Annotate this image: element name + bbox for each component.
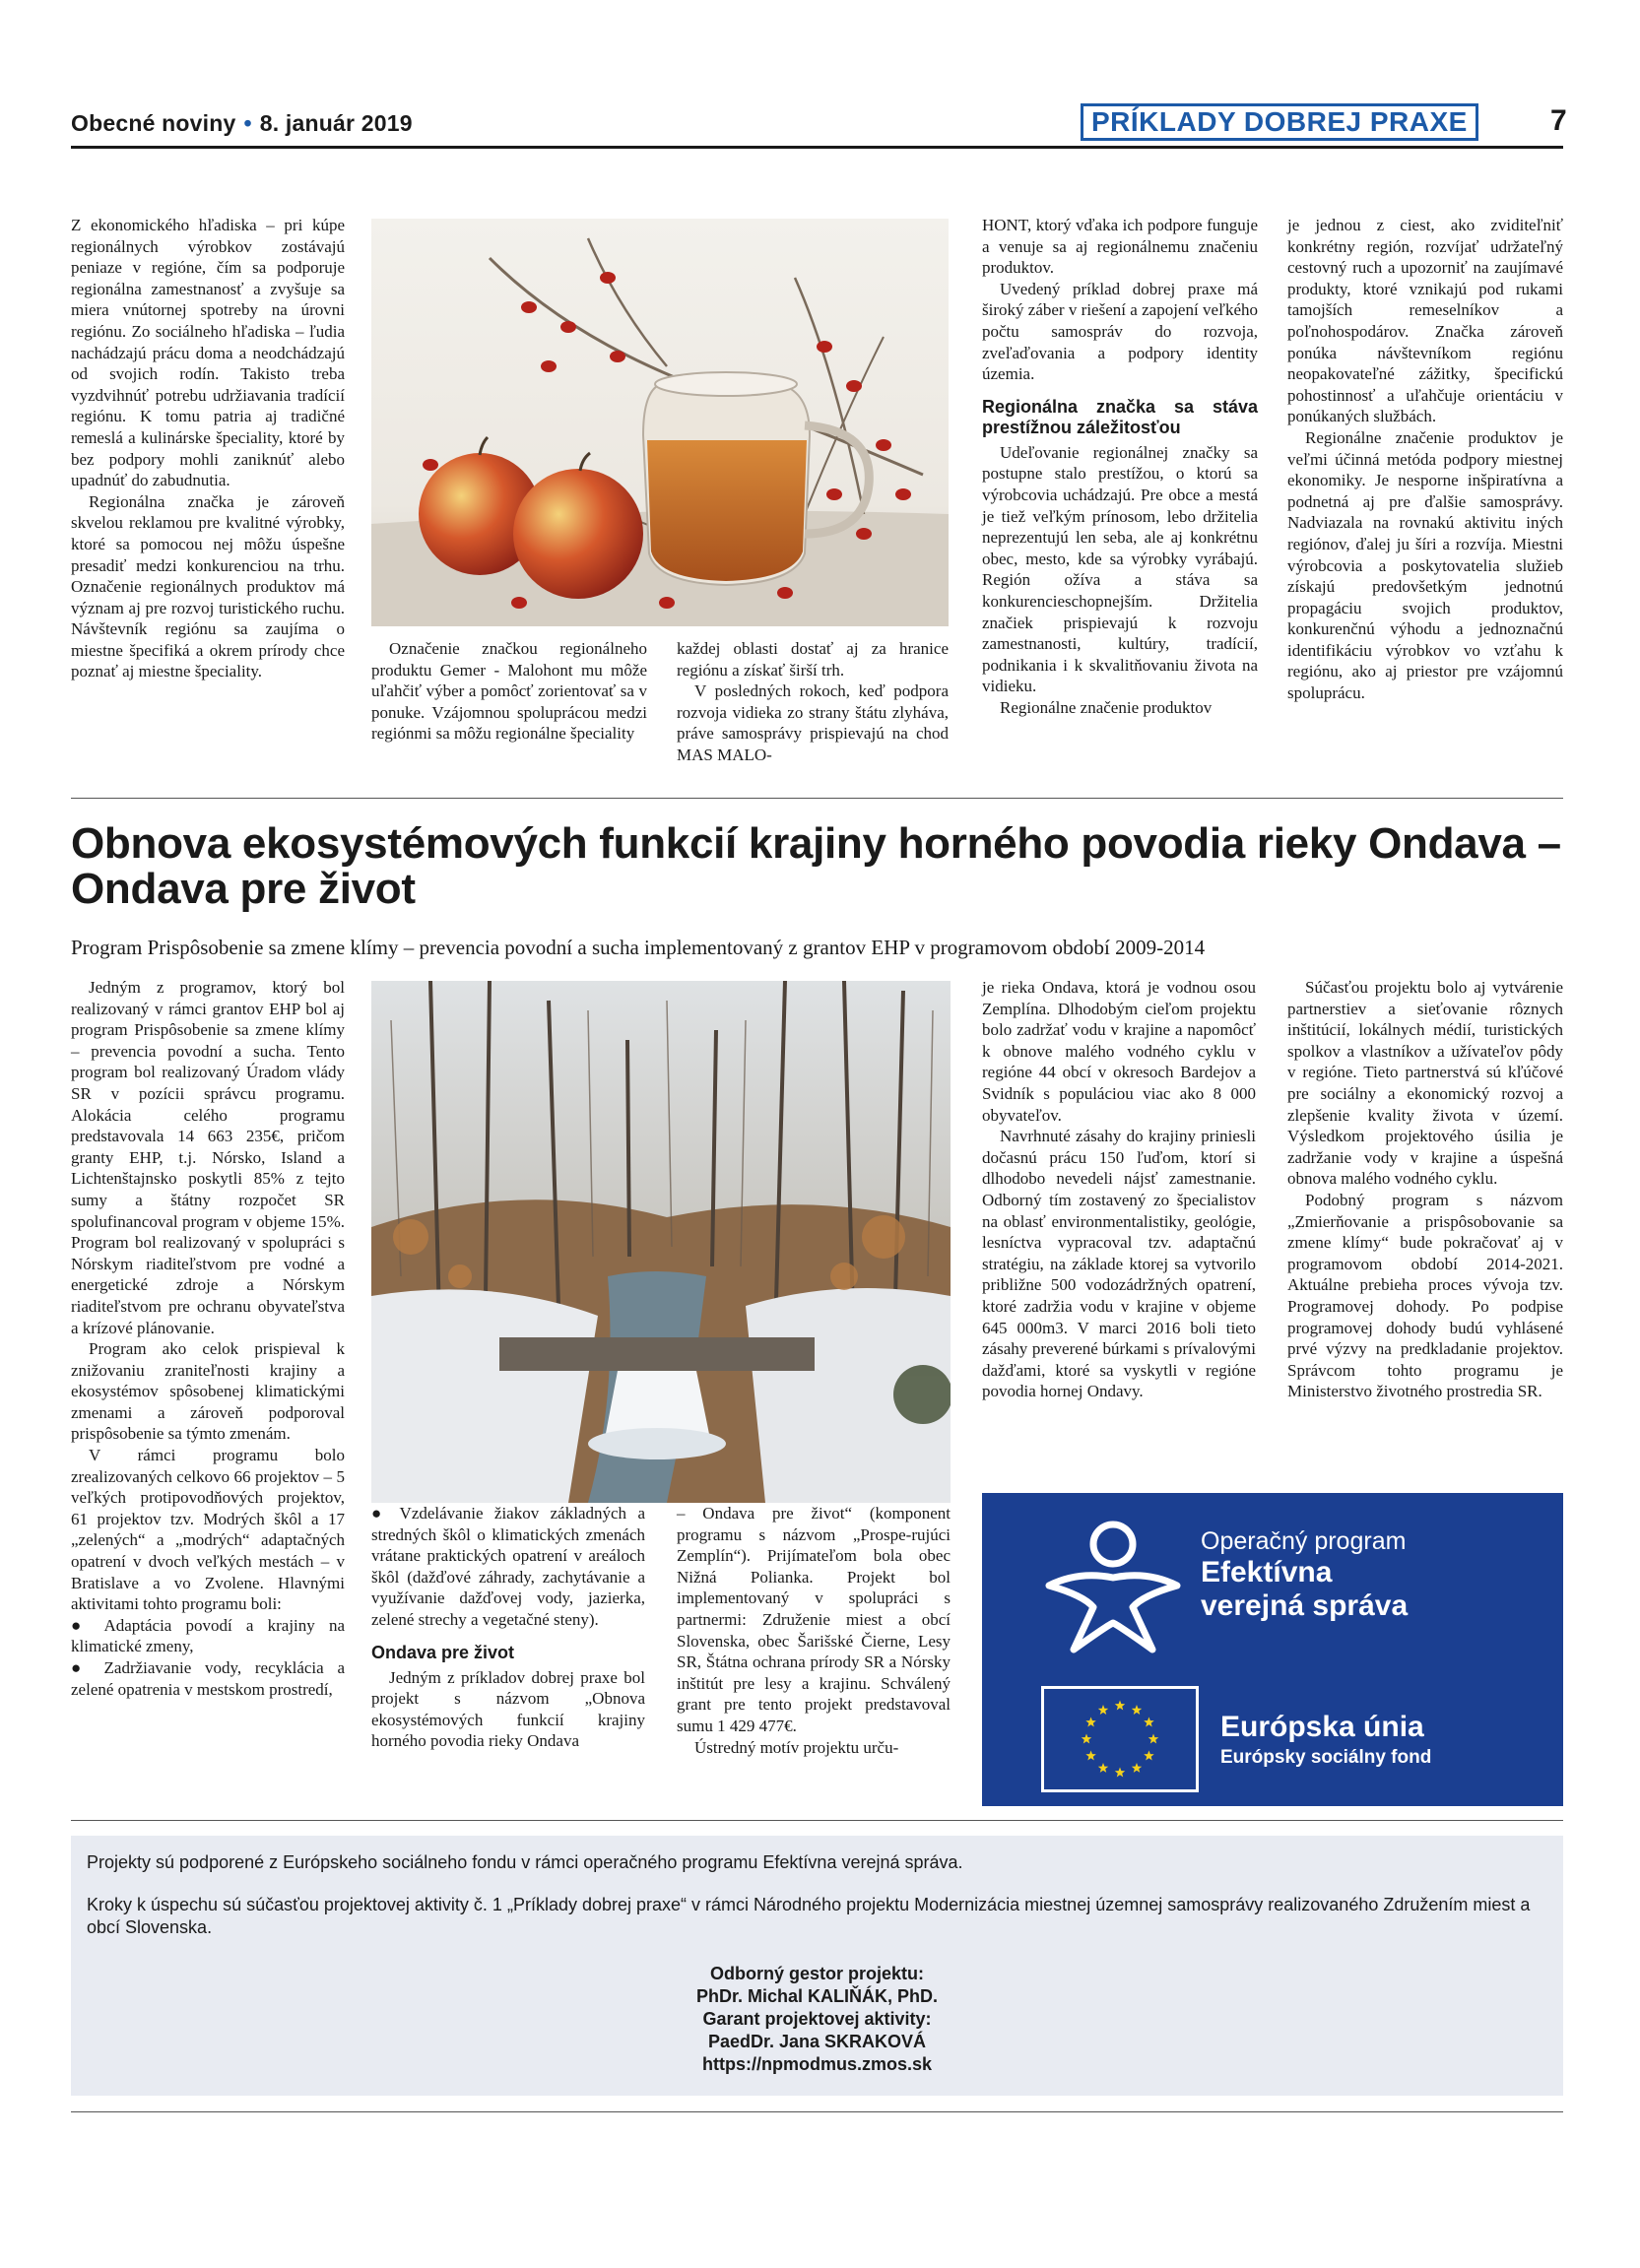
bullet-item — [71, 1657, 345, 1700]
bullet-icon: ● — [371, 1504, 400, 1523]
main-col-4 — [1287, 977, 1563, 1402]
project-footer-box — [71, 1836, 1563, 2096]
masthead — [71, 110, 413, 137]
program-name — [1201, 1526, 1408, 1623]
paragraph: Jedným z programov, ktorý bol realizovaný v rámci grantov EHP bol aj program Prispôsobenie sa zmene klímy – prevencia povodní a sucha. Tento program bol realizovaný Úradom vlády SR v pozícii správcu programu. Alokácia celého programu predstavovala 14 663 235€, pričom granty EHP, t.j. Nórsko, Island a Lichtenštajnsko poskytli 85% z tejto sumy a štátny rozpočet SR spolufinancoval program v objeme 15%. Program bol realizovaný v spolupráci s Nórskym riaditeľstvom pre vodné a energetické zdroje a Nórskym riaditeľstvom pre ochranu obyvateľstva a krízové plánovanie. — [71, 978, 345, 1337]
bullet-text: Adaptácia povodí a krajiny na klimatické zmeny, — [71, 1615, 345, 1656]
garant-label: Garant projektovej aktivity: — [702, 2009, 932, 2029]
paragraph: Z ekonomického hľadiska – pri kúpe regionálnych výrobkov zostávajú peniaze v regióne, čím sa podporuje regionálna zamestnanosť a zvyšuje sa miera vnútornej spotreby na úrovni regiónu. Zo sociálneho hľadiska – ľudia nachádzajú prácu doma a neodchádzajú od svojich rodín. Takisto treba vyzdvihnúť potrebu udržiavania tradícií regiónu. K tomu patria aj tradičné remeslá a kulinárske špeciality, ktoré by bez podpory mohli zaniknúť alebo upadnúť do zabudnutia. — [71, 216, 345, 490]
article-subtitle: Program Prispôsobenie sa zmene klímy – prevencia povodní a sucha implementovaný z grantov EHP v programovom období 2009-2014 — [71, 936, 1206, 959]
project-url-link[interactable]: https://npmodmus.zmos.sk — [701, 2054, 932, 2074]
footer-divider — [71, 1820, 1563, 1821]
paragraph: – Ondava pre život“ (komponent programu s názvom „Prospe-rujúci Zemplín“). Prijímateľom bola obec Nižná Polianka. Projekt bol implementovaný v spolupráci s partnermi: Združenie miest a obcí Slovenska, obec Šarišské Čierne, Lesy SR, Štátna ochrana prírody SR a Nórsky inštitút pre lesy a krajinu. Schválený grant pre tento projekt predstavoval sumu 1 429 477€. — [677, 1504, 951, 1735]
paragraph: Uvedený príklad dobrej praxe má široký záber v riešení a zapojení veľkého počtu samospráv do rozvoja, zveľaďovania a podpory identity územia. — [982, 279, 1258, 384]
creek-winter-photo — [371, 981, 951, 1503]
person-logo-icon — [1039, 1517, 1187, 1654]
paragraph: V rámci programu bolo zrealizovaných celkovo 66 projektov – 5 veľkých protipovodňových projektov, 61 projektov tzv. Modrých škôl a 17 „zelených“ a „modrých“ adaptačných opatrení v dvoch veľkých mestách – v Bratislave a vo Zvolene. Hlavnými aktivitami tohto programu boli: — [71, 1446, 345, 1614]
section-label: PRÍKLADY DOBREJ PRAXE — [1081, 103, 1478, 141]
subheading: Regionálna značka sa stáva prestížnou záležitosťou — [982, 396, 1258, 437]
bullet-item — [71, 1615, 345, 1657]
program-line: verejná správa — [1201, 1589, 1409, 1622]
bullet-text: Vzdelávanie žiakov základných a stredných škôl o klimatických zmenách vrátane praktických opatrení v areáloch škôl (dažďové záhrady, zachytávanie a využívanie dažďovej vody, jazierka, zelené strechy a vegetačné steny). — [371, 1504, 645, 1629]
paragraph: Súčasťou projektu bolo aj vytvárenie partnerstiev a sieťovanie rôznych inštitúcií, lokálnych médií, turistických spolkov a vlastníkov a užívateľov pôdy v regióne. Tieto partnerstvá sú kľúčové pre sociálny a ekonomický rozvoj a zlepšenie kvality života v území. Výsledkom projektového úsilia je zadržanie vody v krajine a úspešná obnova malého vodného cyklu. — [1287, 978, 1563, 1189]
eu-title: Európska únia — [1220, 1711, 1424, 1743]
main-col-3-lower — [677, 1503, 951, 1758]
paragraph: Regionálna značka je zároveň skvelou reklamou pre kvalitné výrobky, ktoré sa pomocou nej môžu úspešne presadiť medzi konkurenciou na trhu. Označenie regionálnych produktov má význam aj pre rozvoj turistického ruchu. Návštevník regiónu sa zaujíma o miestne špecifiká a okrem prírody chce poznať aj miestne špeciality. — [71, 491, 345, 681]
paragraph: je jednou z ciest, ako zviditeľniť konkrétny región, rozvíjať udržateľný cestovný ruch a upozorniť na zaujímavé produkty, ktoré vznikajú pod rukami tamojších remeselníkov a poľnohospodárov. Značka zároveň ponúka návštevníkom regiónu neopakovateľné zážitky, špecifickú pohostinnosť a uľahčuje orientáciu v ponúkaných službách. — [1287, 216, 1563, 426]
gestor-name: PhDr. Michal KALIŇÁK, PhD. — [695, 1986, 939, 2006]
eu-fund: Európsky sociálny fond — [1220, 1747, 1432, 1768]
apples-jar-photo — [371, 219, 949, 626]
article-divider — [71, 798, 1563, 799]
bullet-item — [371, 1503, 645, 1631]
publication-name: Obecné noviny — [71, 110, 236, 136]
footer-text: Kroky k úspechu sú súčasťou projektovej aktivity č. 1 „Príklady dobrej praxe“ v rámci Národného projektu Modernizácia miestnej územnej samosprávy realizovaného Združením miest a obcí Slovenska. — [87, 1895, 1531, 1937]
main-col-3 — [982, 977, 1256, 1402]
main-col-1 — [71, 977, 345, 1700]
issue-date: 8. január 2019 — [259, 110, 413, 136]
paragraph: Udeľovanie regionálnej značky sa postupne stalo prestížou, o ktorú sa výrobcovia uchádzajú. Pre obce a mestá je tiež veľkým prínosom, lebo držitelia neprezentujú len seba, ale aj konkrétnu obec, mesto, kde sa výrobky vyrábajú. Región ožíva a stáva sa konkurencieschopnejším. Držitelia značiek prispievajú k rozvoju zamestnanosti, kultúry, tradícií, podnikania i k skvalitňovaniu života na vidieku. — [982, 442, 1258, 696]
photo-caption-continued — [677, 638, 949, 766]
paragraph: Podobný program s názvom „Zmierňovanie a prispôsobovanie sa zmene klímy“ bude pokračovať aj v programovom období 2014-2021. Aktuálne prebieha proces vývoja tzv. Programovej dohody. Po podpise programovej dohody budú vyhlásené prvé výzvy na predkladanie projektov. Správcom tohto programu je Ministerstvo životného prostredia SR. — [1287, 1190, 1563, 1401]
separator-dot-icon: • — [243, 110, 252, 136]
bullet-icon: ● — [71, 1658, 104, 1677]
gestor-label: Odborný gestor projektu: — [709, 1964, 924, 1983]
paragraph: V posledných rokoch, keď podpora rozvoja vidieka zo strany štátu zlyháva, práve samosprávy prispievajú na chod MAS MALO- — [677, 681, 949, 764]
top-col-4 — [1287, 215, 1563, 704]
caption-text: každej oblasti dostať aj za hranice regiónu a získať širší trh. — [677, 639, 949, 680]
program-line: Efektívna — [1201, 1556, 1333, 1588]
paragraph: HONT, ktorý vďaka ich podpore funguje a venuje sa aj regionálnemu značeniu produktov. — [982, 216, 1258, 278]
bullet-text: Zadržiavanie vody, recyklácia a zelené opatrenia v mestskom prostredí, — [71, 1658, 345, 1699]
caption-text: Označenie značkou regionálneho produktu Gemer - Malohont mu môže uľahčiť výber a pomôcť zorientovať sa v ponuke. Vzájomnou spoluprácou medzi regiónmi sa môžu regionálne špeciality — [371, 639, 647, 744]
paragraph: Jedným z príkladov dobrej praxe bol projekt s názvom „Obnova ekosystémových funkcií krajiny horného povodia rieky Ondava — [371, 1667, 645, 1751]
paragraph: Navrhnuté zásahy do krajiny priniesli dočasnú prácu 150 ľuďom, ktorí si dlhodobo nevedeli nájsť zamestnanie. Odborný tím zostavený zo špecialistov na oblasť environmentalistiky, geológie, lesníctva vypracoval tzv. adaptačnú stratégiu, na základe ktorej sa vytvorilo približne 500 vodozádržných opatrení, ktoré zadržia vodu v krajine v objeme 645 000m3. V marci 2016 boli tieto zásahy preverené búrkami s prívalovými dažďami, ktoré sa vyskytli v regióne povodia hornej Ondavy. — [982, 1127, 1256, 1401]
paragraph: Regionálne značenie produktov je veľmi účinná metóda podpory miestnej ekonomiky. Je nesporne inšpiratívna a podnetná aj pre ďalšie samosprávy. Nadviazala na rovnakú aktivitu iných regiónov, ďalej ju šíri a rozvíja. Miestni výrobcovia a poskytovatelia služieb získajú predovšetkým jednotnú propagáciu svojich produktov, konkurenčnú výhodu a jednoznačnú identifikáciu výrobkov vo vzťahu k regiónu, ako aj priestor pre vzájomnú spoluprácu. — [1287, 427, 1563, 703]
paragraph: je rieka Ondava, ktorá je vodnou osou Zemplína. Dlhodobým cieľom projektu bolo zadržať vodu v krajine a napomôcť k obnove malého vodného cyklu v regióne 44 obcí v okresoch Bardejov a Svidník s populáciou viac ako 8 000 obyvateľov. — [982, 978, 1256, 1125]
bottom-rule — [71, 2111, 1563, 2112]
footer-text: Projekty sú podporené z Európskeho sociálneho fondu v rámci operačného programu Efektívna verejná správa. — [87, 1852, 963, 1872]
garant-name: PaedDr. Jana SKRAKOVÁ — [707, 2032, 927, 2051]
top-col-3 — [982, 215, 1258, 718]
top-col-1 — [71, 215, 345, 682]
subheading: Ondava pre život — [371, 1642, 515, 1662]
program-line: Operačný program — [1201, 1527, 1407, 1555]
eu-label — [1220, 1710, 1431, 1771]
photo-caption — [371, 638, 647, 745]
paragraph: Regionálne značenie produktov — [1000, 697, 1213, 717]
eu-program-banner — [982, 1493, 1563, 1806]
page-number: 7 — [1550, 104, 1567, 137]
article-title: Obnova ekosystémových funkcií krajiny horného povodia rieky Ondava – Ondava pre život — [71, 819, 1561, 913]
paragraph: Ústredný motív projektu urču- — [694, 1737, 899, 1757]
paragraph: Program ako celok prispieval k znižovaniu zraniteľnosti krajiny a ekosystémov spôsobenej klimatickými zmenami a zároveň podporoval prispôsobenie sa týmto zmenám. — [71, 1339, 345, 1444]
eu-flag-icon — [1041, 1686, 1199, 1792]
header-rule — [71, 146, 1563, 149]
bullet-icon: ● — [71, 1615, 104, 1635]
main-col-2 — [371, 1503, 645, 1752]
